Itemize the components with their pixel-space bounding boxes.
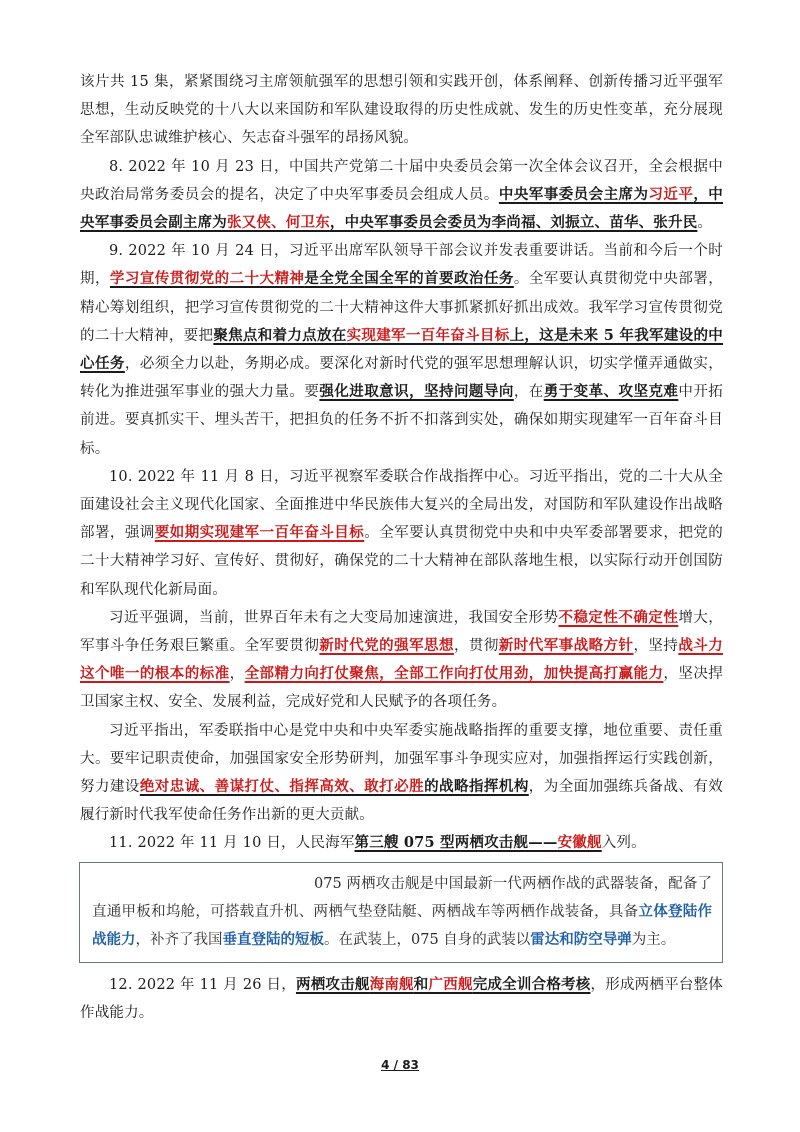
- text: 。在武装上，075 自身的武装以: [324, 931, 531, 948]
- paragraph-item-10: [80, 463, 723, 604]
- text: 两栖攻击舰: [295, 975, 370, 993]
- emphasis-bold: [296, 976, 591, 993]
- text: 和: [413, 975, 429, 993]
- page-current: [381, 1058, 419, 1072]
- emphasis-red: 广西舰: [428, 975, 473, 993]
- emphasis-red: 学习宣传贯彻党的二十大精神: [109, 270, 305, 288]
- text: 10. 2022 年 11 月 8 日，习近平视察军委联合作战指挥中心。习近平指出，党的二十大从全面建设社会主义现代化国家、全面推进中华民族伟大复兴的全局出发，对国防和军队建设作出战略部署，强调: [80, 468, 723, 542]
- text: 完成全训合格考核: [472, 975, 591, 993]
- text: 的战略指挥机构: [424, 778, 529, 796]
- text: 第三艘 075 型两栖攻击舰——: [354, 834, 558, 852]
- emphasis-bold: [355, 834, 602, 851]
- paragraph-film-intro: [80, 68, 723, 153]
- text: ，坚持: [633, 638, 679, 655]
- paragraph-item-9: [80, 237, 723, 463]
- emphasis-bold: [110, 270, 514, 287]
- text: 为主。: [631, 931, 676, 948]
- emphasis-blue: 垂直登陆的短板: [222, 930, 324, 948]
- emphasis-bold: [140, 778, 529, 795]
- text: ，贯彻: [453, 638, 499, 655]
- text: ，形成两栖平台整体作战能力。: [80, 976, 723, 1021]
- text: 83: [402, 1058, 419, 1072]
- emphasis-red: 张又侠、何卫东: [227, 214, 330, 232]
- text: ，为全面加强练兵备战、有效履行新时代我军使命任务作出新的更大贡献。: [80, 779, 723, 824]
- paragraph-item-10-security: [80, 604, 723, 717]
- text: 是全党全国全军的首要政治任务: [304, 270, 514, 288]
- emphasis-red: 全部精力向打仗聚焦，全部工作向打仗用劲，加快提高打赢能力: [244, 665, 664, 683]
- text: ，在: [513, 384, 544, 401]
- text: 该片共 15 集，紧紧围绕习主席领航强军的思想引领和实践开创，体系阐释、创新传播习近平强军思想，生动反映党的十八大以来国防和军队建设取得的历史性成就、发生的历史性变革，充分展现全军部队忠诚维护核心、矢志奋斗强军的昂扬风貌。: [80, 74, 723, 147]
- paragraph-item-8: [80, 153, 723, 238]
- text: 习近平指出，军委联指中心是党中央和中央军委实施战略指挥的重要支撑，地位重要、责任重大。要牢记职责使命，加强国家安全形势研判，加强军事斗争现实应对，加强指挥运行实践创新，努力建设: [80, 722, 723, 796]
- text: /: [389, 1058, 403, 1072]
- emphasis-blue: 雷达和防空导弹: [530, 930, 632, 948]
- text: 12. 2022 年 11 月 26 日，: [109, 976, 296, 993]
- text: 习近平强调，当前，世界百年未有之大变局加速演进，我国安全形势: [109, 609, 559, 626]
- text: 9. 2022 年 10 月 24 日，习近平出席军队领导干部会议并发表重要讲话。当前和今后一个时期，: [80, 243, 723, 288]
- text: 11. 2022 年 11 月 10 日，人民海军: [109, 835, 355, 852]
- text: 上，这是未来 5 年我军建设的中心任务: [80, 326, 724, 373]
- text: ，中央军事委员会委员为李尚福、刘振立、苗华、张升民: [329, 214, 698, 232]
- text: 。: [697, 215, 713, 232]
- emphasis-red: 新时代军事战略方针: [498, 637, 634, 655]
- text: 。全军要认真贯彻党中央和中央军委部署要求，把党的二十大精神学习好、宣传好、贯彻好，确保党的二十大精神在部队落地生根，以实际行动开创国防和军队现代化新局面。: [80, 525, 723, 598]
- emphasis-red: 新时代党的强军思想: [319, 637, 454, 655]
- paragraph-item-11: [80, 829, 723, 857]
- emphasis-bold: 勇于变革、攻坚克难: [543, 383, 679, 401]
- emphasis-red: 要如期实现建军一百年奋斗目标: [154, 524, 365, 542]
- text: 。全军要认真贯彻党中央部署，精心筹划组织，把学习宣传贯彻党的二十大精神这件大事抓紧抓好抓出成效。我军学习宣传贯彻党的二十大精神，要把: [80, 271, 723, 344]
- emphasis-red: 战斗力这个唯一的根本的标准: [80, 637, 723, 683]
- paragraph-item-12: [80, 971, 723, 1027]
- emphasis-red: 不稳定性不确定性: [558, 608, 679, 626]
- emphasis-blue: 立体登陆作战能力: [92, 902, 713, 948]
- text: 4: [381, 1058, 390, 1072]
- emphasis-red: 海南舰: [369, 975, 414, 993]
- text: 入列。: [601, 835, 646, 852]
- text: ，必须全力以赴，务期必成。要深化对新时代党的强军思想理解认识，切实学懂弄通做实，转化为推进强军事业的强大力量。要: [80, 356, 723, 401]
- emphasis-red: 习近平: [648, 185, 694, 203]
- text: 增大，军事斗争任务艰巨繁重。全军要贯彻: [80, 609, 723, 655]
- text: ，补齐了我国: [135, 931, 223, 948]
- emphasis-bold: 强化进取意识，坚持问题导向: [319, 383, 514, 401]
- page-number-footer: [0, 1058, 800, 1072]
- text: ，: [229, 666, 245, 683]
- text: ，坚决捍卫国家主权、安全、发展利益，完成好党和人民赋予的各项任务。: [80, 666, 723, 711]
- text: 8. 2022 年 10 月 23 日，中国共产党第二十届中央委员会第一次全体会议召开，全会根据中央政治局常务委员会的提名，决定了中央军事委员会组成人员。: [80, 158, 723, 203]
- emphasis-red: 绝对忠诚、善谋打仗、指挥高效、敢打必胜: [139, 778, 425, 796]
- text: 075 两栖攻击舰是中国最新一代两栖作战的武器装备，配备了直通甲板和坞舱，可搭载直升机、两栖气垫登陆艇、两栖战车等两栖作战装备，具备: [92, 875, 712, 920]
- text: 中开拓前进。要真抓实干、埋头苦干，把担负的任务不折不扣落到实处，确保如期实现建军一百年奋斗目标。: [80, 384, 723, 457]
- text: 中央军事委员会主席为: [498, 185, 649, 203]
- note-box-075-ship: [79, 862, 723, 963]
- text: 聚焦点和着力点放在: [213, 326, 347, 344]
- emphasis-red: 安徽舰: [557, 834, 602, 852]
- paragraph-item-10-command: [80, 717, 723, 830]
- emphasis-red: 实现建军一百年奋斗目标: [346, 326, 510, 344]
- text: ，中央军事委员会副主席为: [80, 185, 724, 232]
- page-content: [80, 68, 723, 1027]
